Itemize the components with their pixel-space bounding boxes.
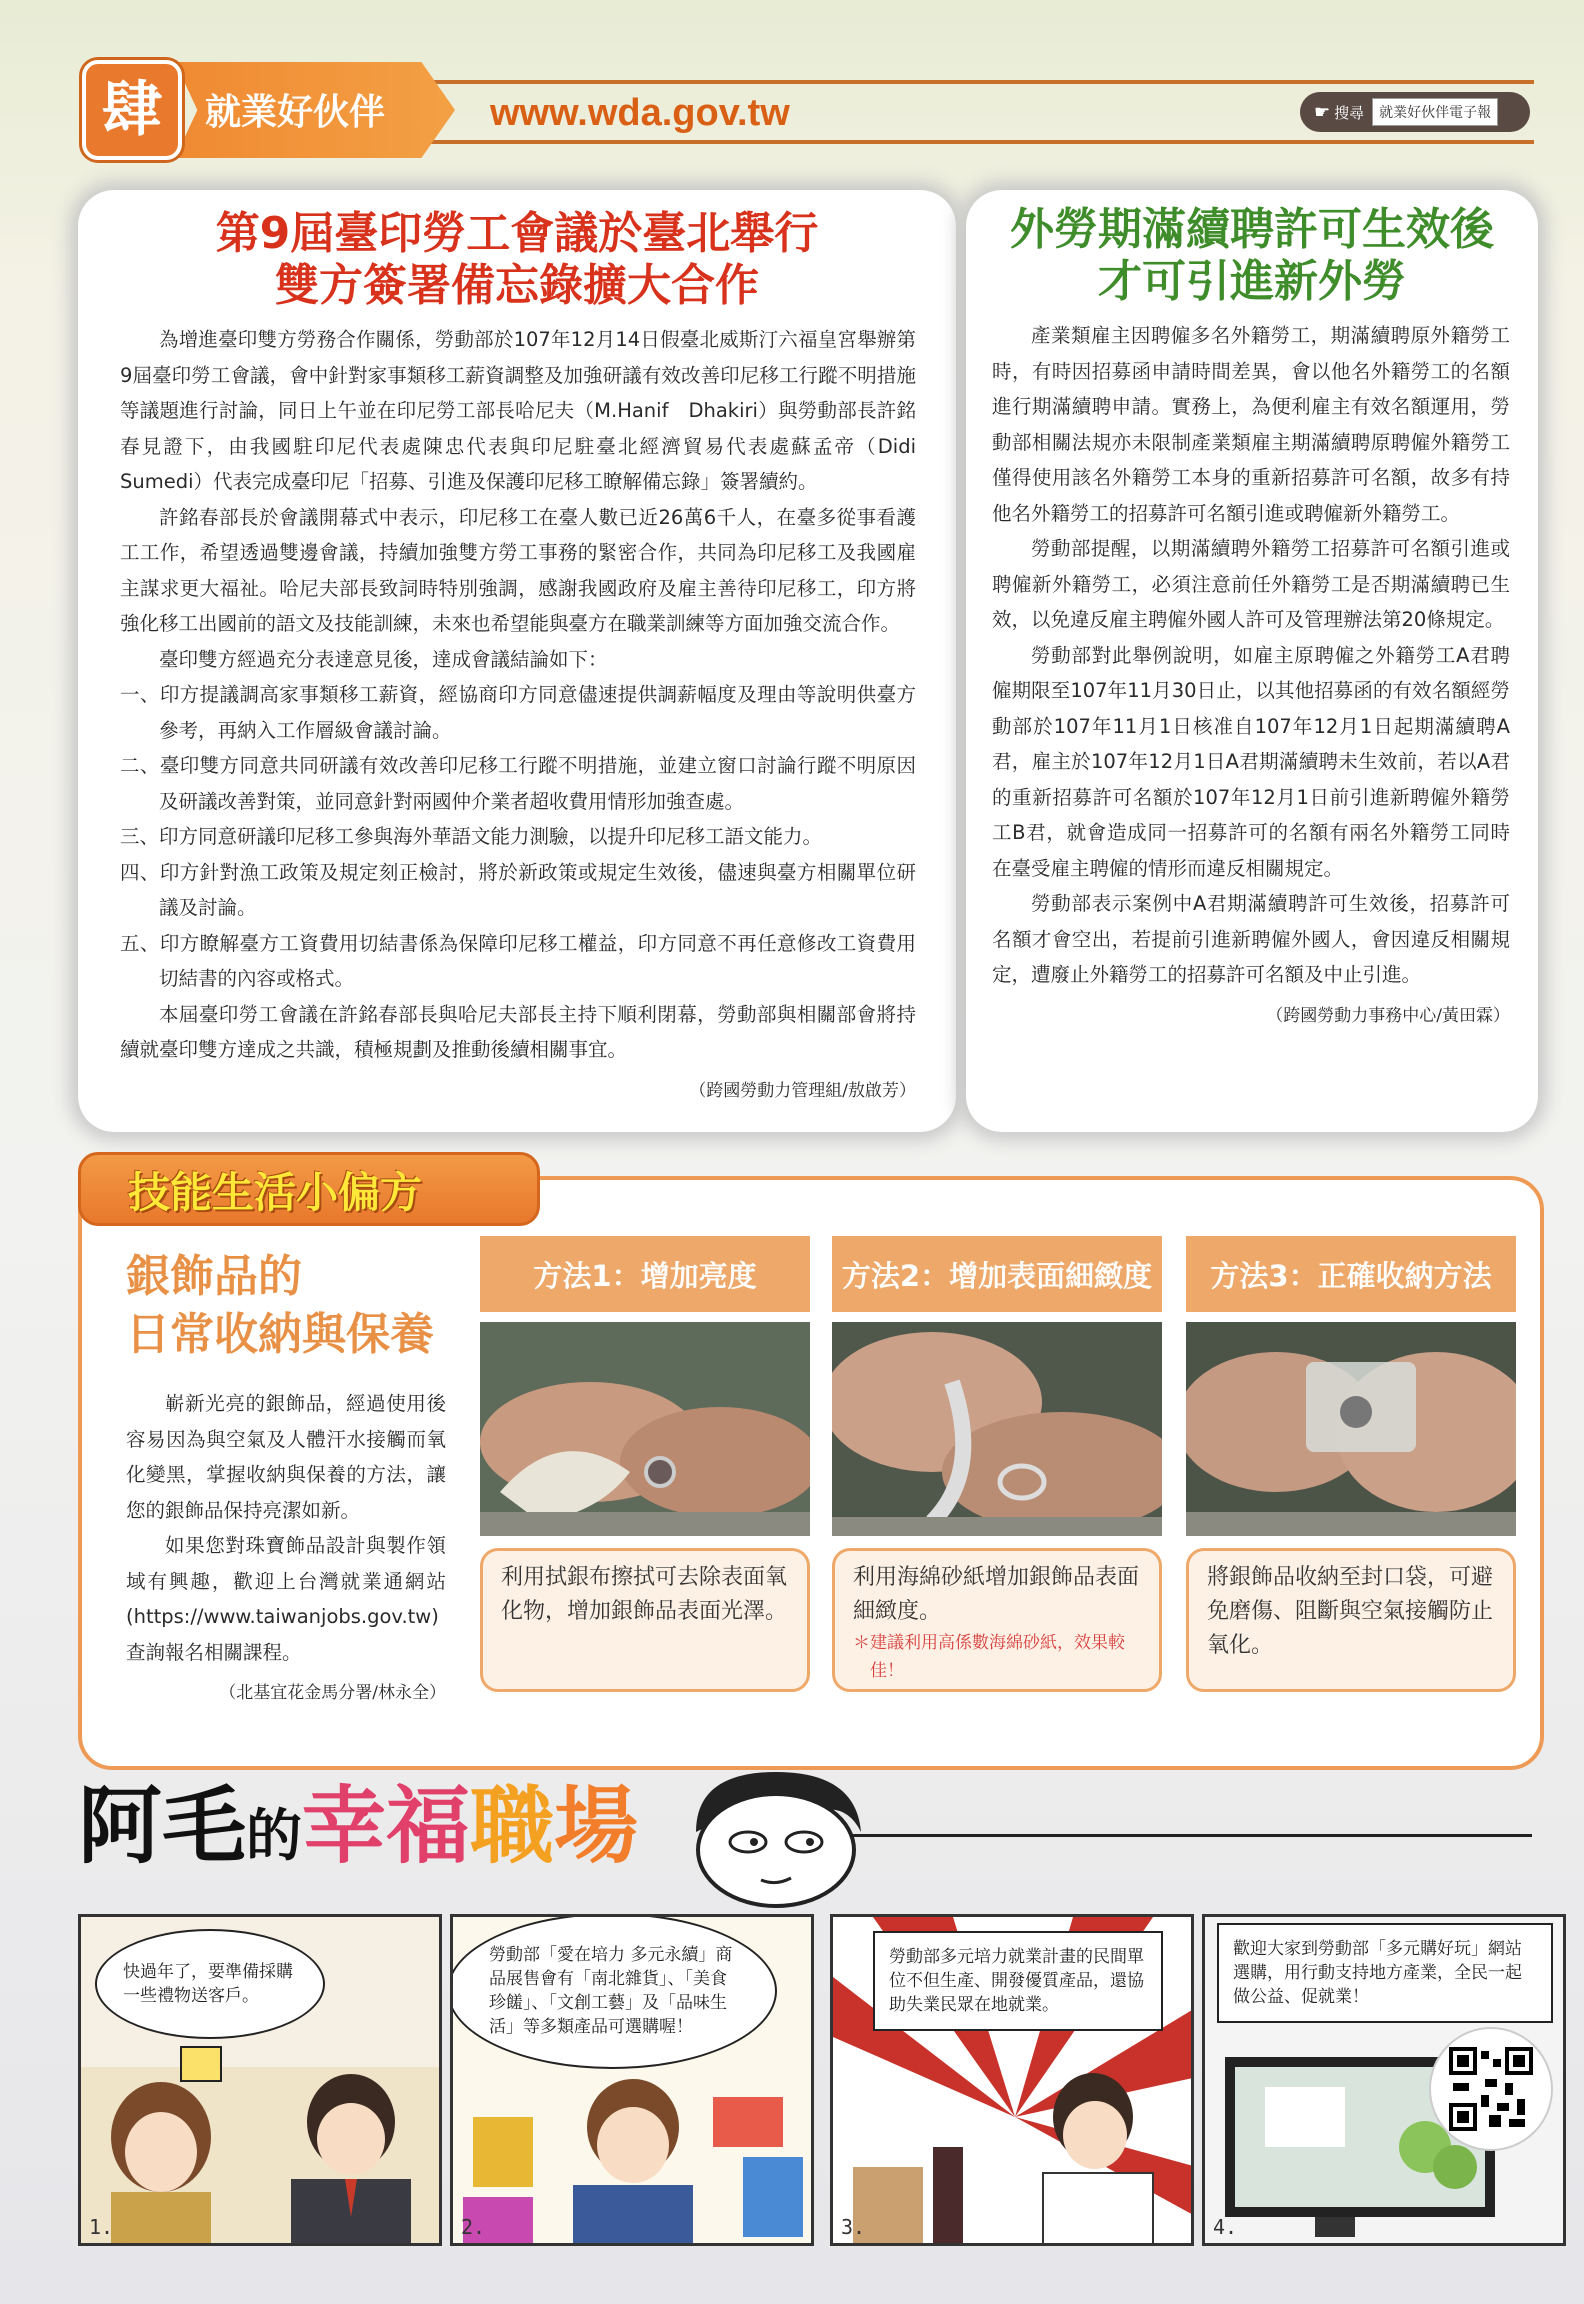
article1-paragraph: 臺印雙方經過充分表達意見後，達成會議結論如下： (159, 647, 608, 671)
article1-paragraph: 許銘春部長於會議開幕式中表示，印尼移工在臺人數已近26萬6千人，在臺多從事看護工工作，希望透過雙邊會議，持續加強雙方勞工事務的緊密合作，共同為印尼移工及我國雇主謀求更大福祉。哈尼夫部長致詞時特別強調，感謝我國政府及雇主善待印尼移工，印方將強化移工出國前的語文及技能訓練，未來也希望能與臺方在職業訓練等方面加強交流合作。 (120, 505, 916, 635)
method-note: ＊建議利用高係數海綿砂紙，效果較佳！ (853, 1633, 1125, 1681)
comic-title (78, 1776, 638, 1887)
search-input[interactable]: 就業好伙伴電子報 (1372, 98, 1498, 126)
article2-paragraph: 勞動部提醒，以期滿續聘外籍勞工招募許可名額引進或聘僱新外籍勞工，必須注意前任外籍勞工是否期滿續聘已生效，以免違反雇主聘僱外國人許可及管理辦法第20條規定。 (992, 537, 1510, 631)
conclusion-item: 三、印方同意研議印尼移工參與海外華語文能力測驗，以提升印尼移工語文能力。 (120, 825, 823, 848)
section-title: 就業好伙伴 (205, 92, 386, 133)
method-heading: 方法3：正確收納方法 (1186, 1236, 1516, 1312)
panel-number: 1. (89, 2215, 114, 2239)
article2-body (966, 308, 1538, 1034)
comic-panel-4 (1202, 1914, 1566, 2246)
conclusion-item: 五、印方瞭解臺方工資費用切結書係為保障印尼移工權益，印方同意不再任意修改工資費用切結書的內容或格式。 (120, 931, 916, 990)
caption-box: 勞動部多元培力就業計畫的民間單位不但生產、開發優質產品，還協助失業民眾在地就業。 (873, 1931, 1163, 2031)
method-card-3 (1186, 1236, 1516, 1692)
article2-paragraph: 勞動部對此舉例說明，如雇主原聘僱之外籍勞工A君聘僱期限至107年11月30日止，以其他招募函的有效名額經勞動部於107年11月1日核准自107年12月1日起期滿續聘A君，雇主於107年12月1日A君期滿續聘未生效前，若以A君的重新招募許可名額於107年12月1日前引進新聘僱外籍勞工B君，就會造成同一招募許可的名額有兩名外籍勞工同時在臺受雇主聘僱的情形而違反相關規定。 (992, 643, 1510, 880)
comic-panel-2 (450, 1914, 814, 2246)
comic-title-part: 職 (470, 1777, 555, 1875)
comic-title-part: 阿毛 (78, 1777, 247, 1875)
speech-bubble: 勞動部「愛在培力 多元永續」商品展售會有「南北雜貨」、「美食珍饈」、「文創工藝」及「品味生活」等多類產品可選購喔！ (450, 1914, 777, 2069)
article1-title-line2: 雙方簽署備忘錄擴大合作 (275, 260, 759, 311)
search-widget[interactable] (1300, 92, 1530, 132)
method-photo-bag (1186, 1322, 1516, 1536)
silver-care-title (126, 1248, 434, 1364)
method-caption (480, 1548, 810, 1692)
silver-title-line2: 日常收納與保養 (126, 1309, 434, 1360)
article2-title-line2: 才可引進新外勞 (1098, 256, 1406, 307)
method-heading: 方法2：增加表面細緻度 (832, 1236, 1162, 1312)
article-card-foreign-workers (966, 190, 1538, 1132)
article1-byline: （跨國勞動力管理組/敖啟芳） (689, 1080, 916, 1101)
article2-paragraph: 勞動部表示案例中A君期滿續聘許可生效後，招募許可名額才會空出，若提前引進新聘僱外國人，會因違反相關規定，遭廢止外籍勞工的招募許可名額及中止引進。 (992, 892, 1510, 986)
article2-title-line1: 外勞期滿續聘許可生效後 (1010, 204, 1494, 255)
article1-body (78, 312, 956, 1109)
comic-panel-3 (830, 1914, 1194, 2246)
silver-paragraph: 如果您對珠寶飾品設計與製作領域有興趣，歡迎上台灣就業通網站(https://www.taiwanjobs.gov.tw)查詢報名相關課程。 (126, 1534, 446, 1664)
method-caption-text: 利用拭銀布擦拭可去除表面氧化物，增加銀飾品表面光澤。 (501, 1565, 788, 1624)
skills-tab-title: 技能生活小偏方 (128, 1168, 423, 1217)
article1-title (78, 208, 956, 312)
amao-face-icon (676, 1762, 876, 1912)
method-caption-text: 將銀飾品收納至封口袋，可避免磨傷、阻斷與空氣接觸防止氧化。 (1207, 1565, 1494, 1658)
method-caption-text: 利用海綿砂紙增加銀飾品表面細緻度。 (853, 1565, 1140, 1624)
panel-number: 4. (1213, 2215, 1238, 2239)
page-header (0, 0, 1584, 185)
speech-bubble: 快過年了，要準備採購一些禮物送客戶。 (95, 1929, 325, 2039)
article2-title (966, 204, 1538, 308)
method-caption (832, 1548, 1162, 1692)
method-card-2 (832, 1236, 1162, 1692)
method-photo-polish (480, 1322, 810, 1536)
method-caption (1186, 1548, 1516, 1692)
silver-care-text (126, 1386, 446, 1712)
panel-number: 2. (461, 2215, 486, 2239)
method-card-1 (480, 1236, 810, 1692)
panel-number: 3. (841, 2215, 866, 2239)
silver-byline: （北基宜花金馬分署/林永全） (219, 1683, 446, 1703)
pointing-hand-icon: ☛ (1314, 101, 1331, 123)
comic-panel-1 (78, 1914, 442, 2246)
conclusion-item: 一、印方提議調高家事類移工薪資，經協商印方同意儘速提供調薪幅度及理由等說明供臺方參考，再納入工作層級會議討論。 (120, 683, 916, 742)
section-badge: 肆 (82, 60, 182, 160)
comic-title-part: 幸福 (302, 1777, 471, 1875)
article1-title-line1: 第9屆臺印勞工會議於臺北舉行 (215, 208, 819, 259)
search-label: 搜尋 (1334, 103, 1365, 122)
silver-title-line1: 銀飾品的 (126, 1251, 302, 1302)
method-photo-sanding (832, 1322, 1162, 1536)
article2-byline: （跨國勞動力事務中心/黃田霖） (1266, 1005, 1510, 1026)
conclusion-item: 二、臺印雙方同意共同研議有效改善印尼移工行蹤不明措施，並建立窗口討論行蹤不明原因及研議改善對策，並同意針對兩國仲介業者超收費用情形加強查處。 (120, 754, 916, 813)
silver-paragraph: 嶄新光亮的銀飾品，經過使用後容易因為與空氣及人體汗水接觸而氧化變黑，掌握收納與保養的方法，讓您的銀飾品保持亮潔如新。 (126, 1392, 446, 1522)
method-heading: 方法1：增加亮度 (480, 1236, 810, 1312)
article1-paragraph: 本屆臺印勞工會議在許銘春部長與哈尼夫部長主持下順利閉幕，勞動部與相關部會將持續就臺印雙方達成之共識，積極規劃及推動後續相關事宜。 (120, 1002, 916, 1061)
caption-box: 歡迎大家到勞動部「多元購好玩」網站選購，用行動支持地方產業，全民一起做公益、促就業！ (1217, 1923, 1553, 2023)
article2-paragraph: 產業類雇主因聘僱多名外籍勞工，期滿續聘原外籍勞工時，有時因招募函申請時間差異，會以他名外籍勞工的名額進行期滿續聘申請。實務上，為便利雇主有效名額運用，勞動部相關法規亦未限制產業類雇主期滿續聘原聘僱外籍勞工僅得使用該名外籍勞工本身的重新招募許可名額，故多有持他名外籍勞工的招募許可名額引進或聘僱新外籍勞工。 (992, 324, 1510, 525)
site-url[interactable]: www.wda.gov.tw (490, 92, 790, 134)
article1-paragraph: 為增進臺印雙方勞務合作關係，勞動部於107年12月14日假臺北威斯汀六福皇宮舉辦第9屆臺印勞工會議，會中針對家事類移工薪資調整及加強研議有效改善印尼移工行蹤不明措施等議題進行討論，同日上午並在印尼勞工部長哈尼夫（M.Hanif Dhakiri）與勞動部長許銘春見證下，由我國駐印尼代表處陳忠代表與印尼駐臺北經濟貿易代表處蘇孟帝（Didi Sumedi）代表完成臺印尼「招募、引進及保護印尼移工瞭解備忘錄」簽署續約。 (120, 328, 916, 493)
comic-title-part: 的 (246, 1804, 303, 1869)
comic-title-part: 場 (554, 1777, 639, 1875)
article-card-indonesia (78, 190, 956, 1132)
qr-code-icon[interactable] (1429, 2027, 1553, 2151)
conclusion-item: 四、印方針對漁工政策及規定刻正檢討，將於新政策或規定生效後，儘速與臺方相關單位研議及討論。 (120, 860, 916, 919)
